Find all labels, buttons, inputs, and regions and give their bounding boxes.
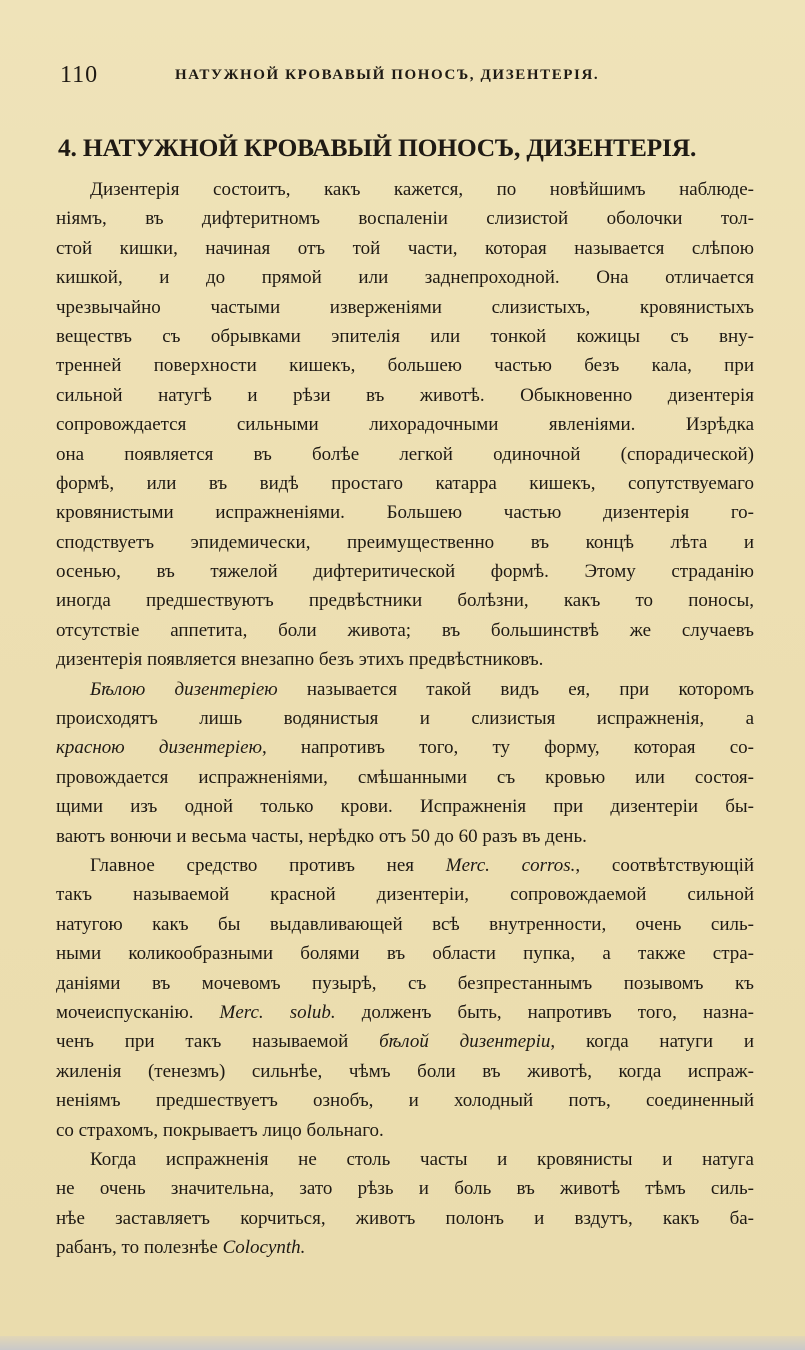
text-line: ваютъ вонючи и весьма часты, нерѣдко отъ 50 до 60 разъ въ день. bbox=[56, 825, 587, 847]
text-run: рабанъ, то полезнѣе bbox=[56, 1237, 223, 1259]
text-line: Когда испражненія не столь часты и кровянисты и натуга bbox=[90, 1148, 754, 1170]
text-line: чрезвычайно частыми изверженіями слизистыхъ, кровянистыхъ bbox=[56, 296, 754, 318]
text-line bbox=[56, 998, 754, 1027]
running-title: НАТУЖНОЙ КРОВАВЫЙ ПОНОСЪ, ДИЗЕНТЕРІЯ. bbox=[175, 67, 600, 83]
text-line: сопровождается сильными лихорадочными явленіями. Изрѣдка bbox=[56, 414, 754, 436]
italic-term: бѣлой дизентеріи bbox=[379, 1031, 551, 1053]
text-line: отсутствіе аппетита, боли живота; въ большинствѣ же случаевъ bbox=[56, 619, 754, 641]
text-line bbox=[56, 851, 754, 880]
text-line: не очень значительна, зато рѣзь и боль въ животѣ тѣмъ силь- bbox=[56, 1178, 754, 1200]
page-number: 110 bbox=[60, 62, 99, 88]
text-line: осенью, въ тяжелой дифтеритической формѣ. Этому страданію bbox=[56, 561, 754, 583]
text-run: Главное средство противъ нея bbox=[90, 854, 446, 876]
italic-term: Colocynth. bbox=[222, 1237, 306, 1259]
text-line: такъ называемой красной дизентеріи, сопровождаемой сильной bbox=[56, 884, 754, 906]
text-run: называется такой видъ ея, при которомъ bbox=[277, 678, 754, 700]
text-line: она появляется въ болѣе легкой одиночной (спорадической) bbox=[56, 443, 754, 465]
running-head bbox=[60, 62, 750, 94]
text-run: , напротивъ того, ту форму, которая со- bbox=[261, 737, 754, 759]
text-line: Дизентерія состоитъ, какъ кажется, по новѣйшимъ наблюде- bbox=[90, 179, 754, 200]
text-line: кровянистыми испражненіями. Большею частью дизентерія го- bbox=[56, 502, 754, 524]
italic-term: Бѣлою дизентеріею bbox=[90, 678, 278, 700]
scan-bottom-edge bbox=[0, 1336, 805, 1350]
text-run: долженъ быть, напротивъ того, назна- bbox=[335, 1001, 754, 1023]
text-line: даніями въ мочевомъ пузырѣ, съ безпрестаннымъ позывомъ къ bbox=[56, 972, 754, 994]
text-line: натугою какъ бы выдавливающей всѣ внутренности, очень силь- bbox=[56, 913, 754, 935]
text-line: веществъ съ обрывками эпителія или тонкой кожицы съ вну- bbox=[56, 325, 754, 347]
text-line: нѣе заставляетъ корчиться, животъ полонъ и вздутъ, какъ ба- bbox=[56, 1207, 754, 1229]
text-run: ченъ при такъ называемой bbox=[56, 1031, 380, 1053]
italic-term: красною дизентеріею bbox=[56, 737, 262, 759]
paragraph-2 bbox=[56, 675, 754, 851]
text-line: ніямъ, въ дифтеритномъ воспаленіи слизистой оболочки тол- bbox=[56, 208, 754, 230]
paragraph-3 bbox=[56, 851, 754, 1145]
paragraph-4 bbox=[56, 1145, 754, 1263]
text-line: тренней поверхности кишекъ, большею частью безъ кала, при bbox=[56, 355, 754, 377]
text-line: формѣ, или въ видѣ простаго катарра кишекъ, сопутствуемаго bbox=[56, 472, 754, 494]
text-run: , когда натуги и bbox=[550, 1031, 754, 1053]
text-line bbox=[56, 675, 754, 704]
text-line: провождается испражненіями, смѣшанными съ кровью или состоя- bbox=[56, 766, 754, 788]
text-line: иногда предшествуютъ предвѣстники болѣзни, какъ то поносы, bbox=[56, 590, 754, 612]
body-text bbox=[56, 175, 754, 1262]
text-line: щими изъ одной только крови. Испражненія при дизентеріи бы- bbox=[56, 796, 754, 818]
text-line: неніямъ предшествуетъ ознобъ, и холодный потъ, соединенный bbox=[56, 1090, 754, 1112]
text-line: жиленія (тенезмъ) сильнѣе, чѣмъ боли въ животѣ, когда испраж- bbox=[56, 1060, 754, 1082]
text-line: ными коликообразными болями въ области пупка, а также стра- bbox=[56, 943, 754, 965]
text-line: дизентерія появляется внезапно безъ этихъ предвѣстниковъ. bbox=[56, 649, 544, 671]
text-line bbox=[56, 1027, 754, 1056]
italic-term: Merc. solub. bbox=[219, 1001, 336, 1023]
text-run: мочеиспусканію. bbox=[56, 1001, 220, 1023]
text-line: сподствуетъ эпидемически, преимущественно въ концѣ лѣта и bbox=[56, 531, 754, 553]
text-line: со страхомъ, покрываетъ лицо больнаго. bbox=[56, 1119, 384, 1141]
paragraph-1 bbox=[56, 175, 754, 675]
text-line: сильной натугѣ и рѣзи въ животѣ. Обыкновенно дизентерія bbox=[56, 384, 754, 406]
text-run: , соотвѣтствующій bbox=[575, 854, 755, 876]
text-line: стой кишки, начиная отъ той части, которая называется слѣпою bbox=[56, 237, 754, 259]
text-line bbox=[56, 733, 754, 762]
text-line: происходятъ лишь водянистыя и слизистыя испражненія, а bbox=[56, 708, 754, 730]
text-line bbox=[56, 1233, 754, 1262]
text-line: кишкой, и до прямой или заднепроходной. Она отличается bbox=[56, 267, 754, 289]
italic-term: Merc. corros. bbox=[445, 854, 576, 876]
chapter-title: 4. НАТУЖНОЙ КРОВАВЫЙ ПОНОСЪ, ДИЗЕНТЕРІЯ. bbox=[58, 133, 697, 162]
